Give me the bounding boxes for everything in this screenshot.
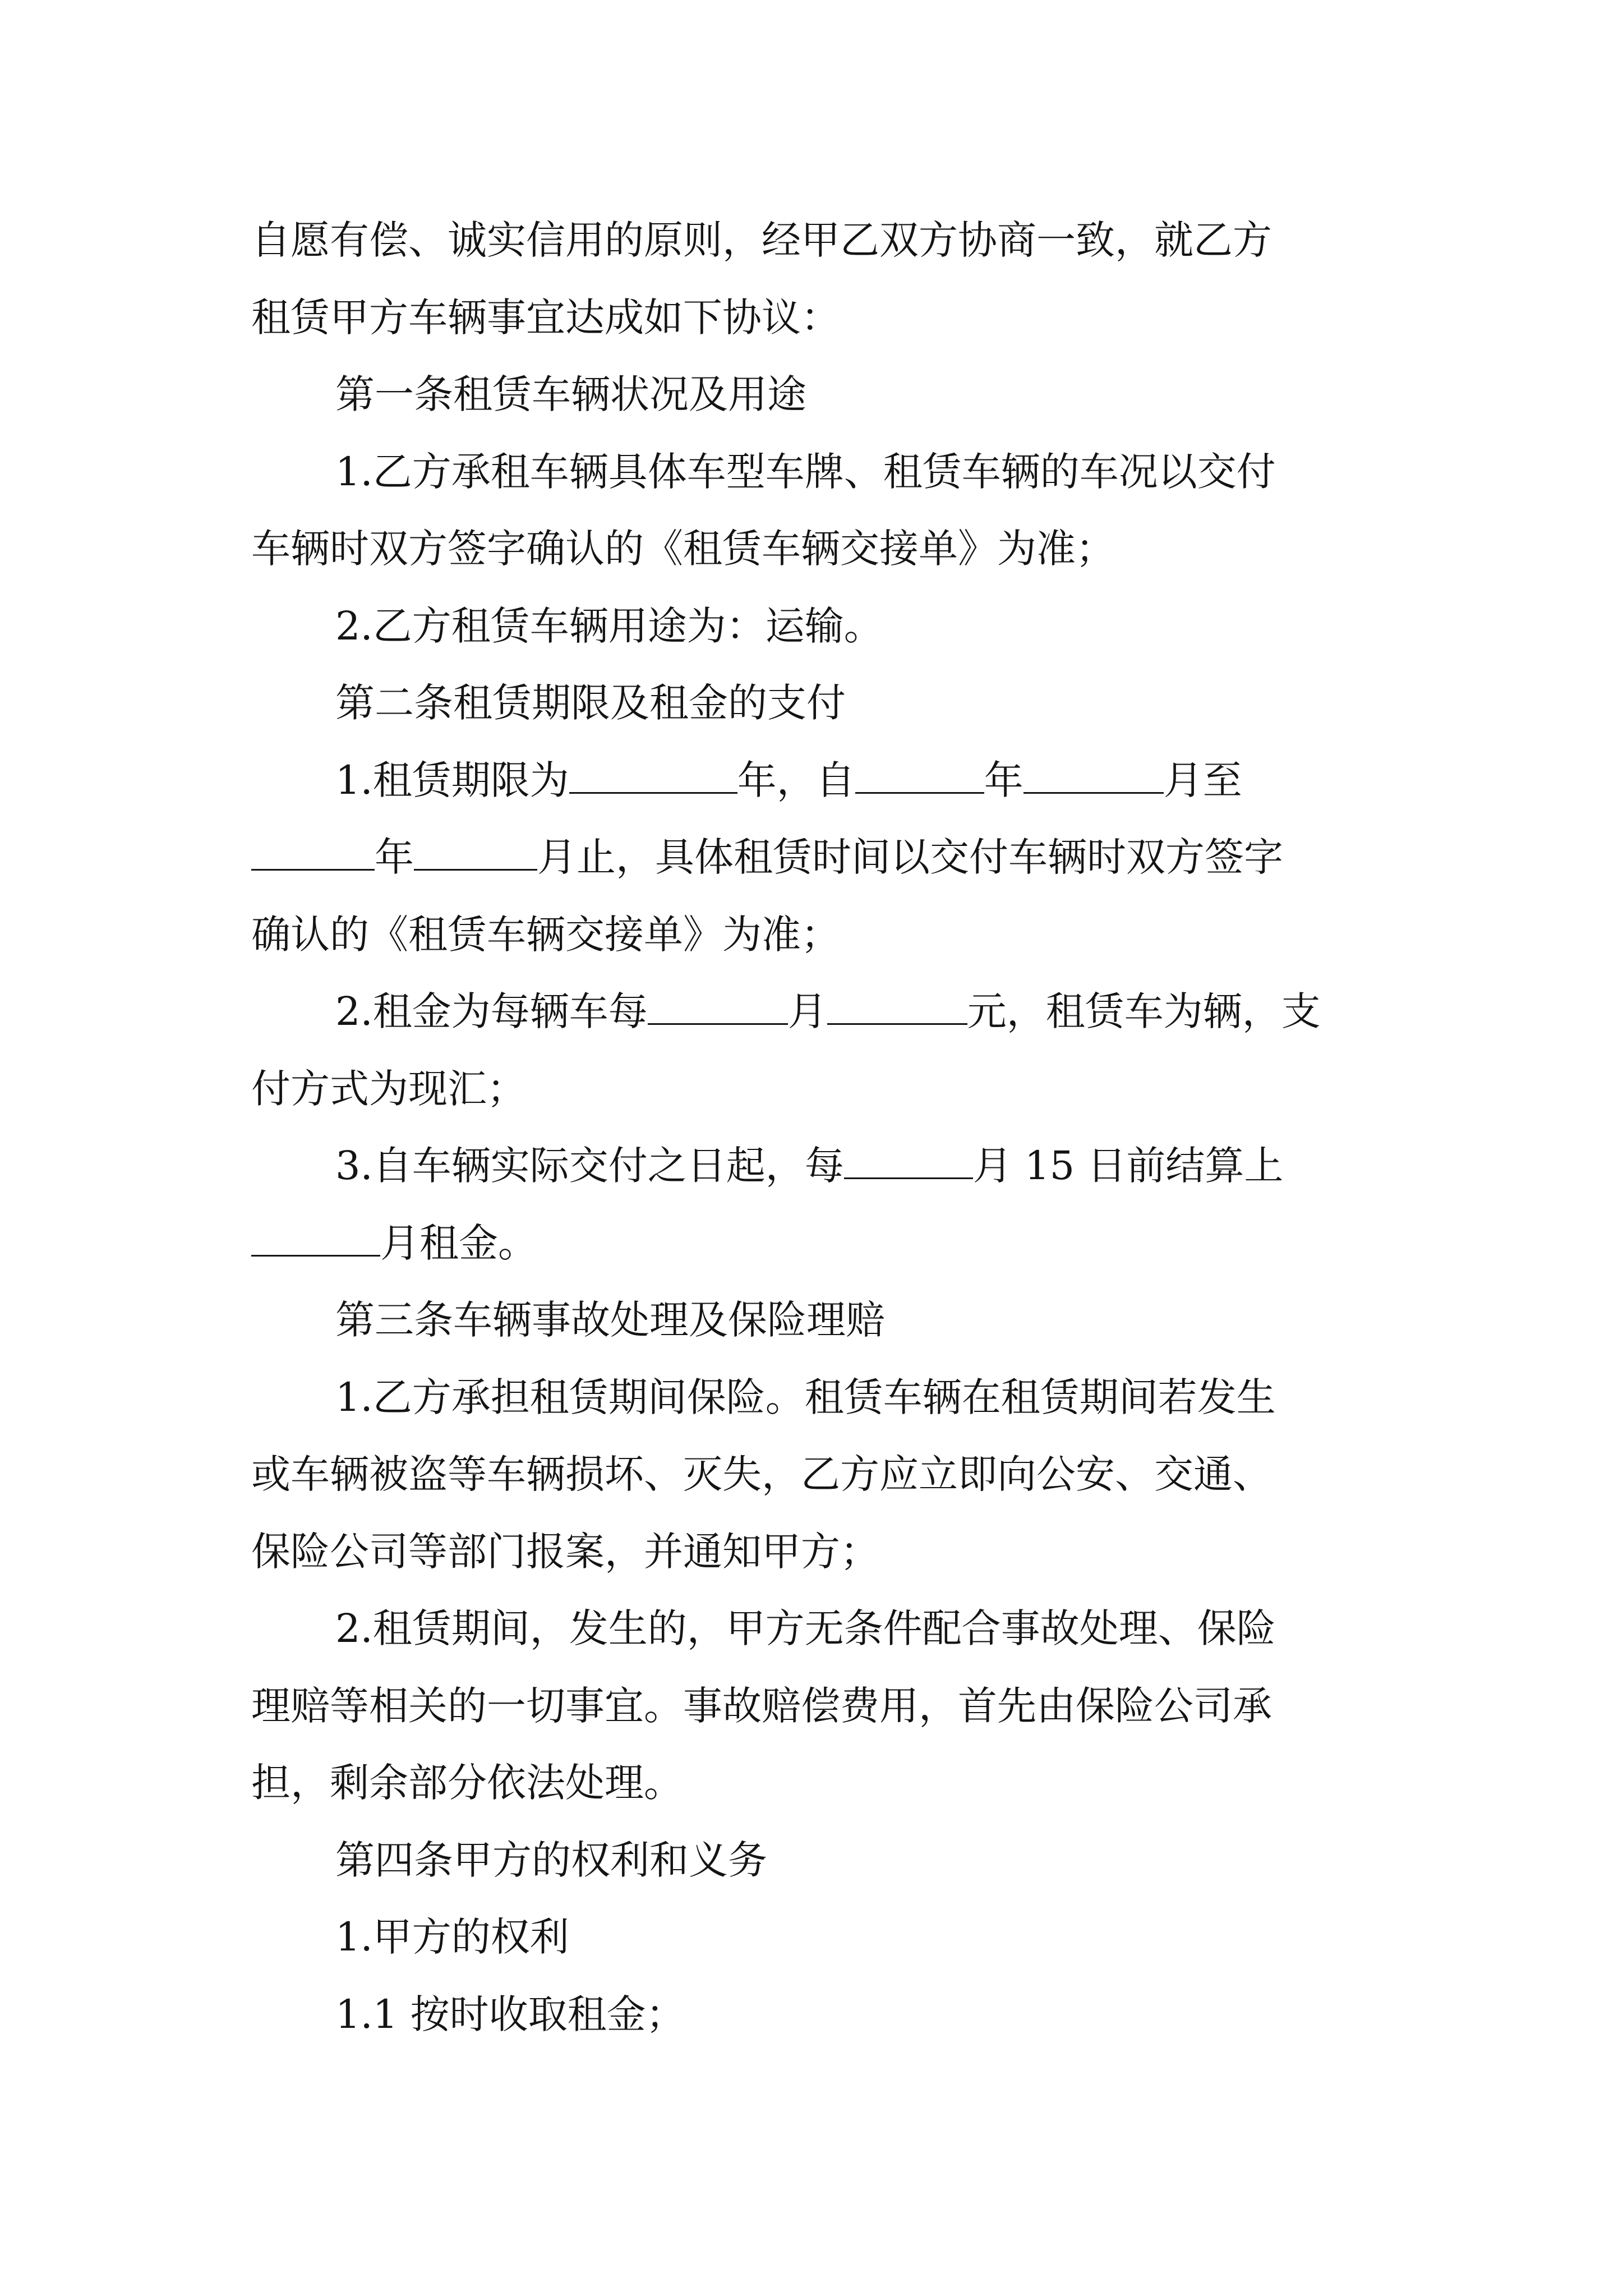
- fill-in-blank: [1023, 758, 1164, 794]
- text-line: 自愿有偿、诚实信用的原则，经甲乙双方协商一致，就乙方: [251, 217, 1272, 263]
- fill-in-blank: [827, 990, 967, 1025]
- text-line: [251, 819, 1401, 896]
- text-segment: 月止，具体租赁时间以交付车辆时双方签字: [537, 834, 1283, 880]
- fill-in-blank: [844, 1144, 973, 1179]
- text-line: 担，剩余部分依法处理。: [251, 1760, 683, 1806]
- text-segment: 年: [375, 834, 414, 880]
- clause-line: [251, 1128, 1401, 1205]
- text-segment: 年，自: [737, 757, 855, 803]
- text-line: 保险公司等部门报案，并通知甲方；: [251, 1528, 879, 1575]
- document-body: [251, 202, 1401, 2053]
- text-line: 理赔等相关的一切事宜。事故赔偿费用，首先由保险公司承: [251, 1682, 1272, 1729]
- text-segment: 月 15 日前结算上: [972, 1143, 1284, 1189]
- text-line: [251, 1205, 1401, 1282]
- clause-line: 1.乙方承租车辆具体车型车牌、租赁车辆的车况以交付: [335, 448, 1276, 495]
- clause-line: [251, 973, 1401, 1051]
- text-line: 车辆时双方签字确认的《租赁车辆交接单》为准；: [251, 526, 1115, 572]
- clause-line: 2.乙方租赁车辆用途为：运输。: [335, 602, 883, 649]
- text-line: 确认的《租赁车辆交接单》为准；: [251, 911, 840, 958]
- article-heading: 第三条车辆事故处理及保险理赔: [335, 1297, 885, 1343]
- text-segment: 3.自车辆实际交付之日起，每: [335, 1143, 844, 1189]
- text-segment: 月至: [1163, 757, 1242, 803]
- text-line: 付方式为现汇；: [251, 1065, 526, 1112]
- text-segment: 2.租金为每辆车每: [335, 988, 648, 1034]
- text-line: 租赁甲方车辆事宜达成如下协议：: [251, 294, 840, 341]
- text-segment: 年: [984, 757, 1023, 803]
- clause-line: 1.甲方的权利: [335, 1914, 569, 1960]
- article-heading: 第四条甲方的权利和义务: [335, 1837, 767, 1883]
- fill-in-blank: [251, 835, 375, 871]
- clause-line: 1.1 按时收取租金；: [335, 1991, 685, 2037]
- fill-in-blank: [855, 758, 984, 794]
- clause-line: 1.乙方承担租赁期间保险。租赁车辆在租赁期间若发生: [335, 1374, 1276, 1420]
- text-segment: 元，租赁车为辆，支: [967, 988, 1321, 1034]
- article-heading: 第一条租赁车辆状况及用途: [335, 371, 806, 417]
- fill-in-blank: [569, 758, 737, 794]
- text-segment: 月租金。: [380, 1220, 537, 1266]
- article-heading: 第二条租赁期限及租金的支付: [335, 680, 846, 726]
- fill-in-blank: [251, 1221, 380, 1257]
- clause-line: 2.租赁期间，发生的，甲方无条件配合事故处理、保险: [335, 1605, 1276, 1651]
- clause-line: [251, 742, 1401, 820]
- fill-in-blank: [414, 835, 537, 871]
- text-segment: 1.租赁期限为: [335, 757, 569, 803]
- fill-in-blank: [648, 990, 788, 1025]
- text-line: 或车辆被盗等车辆损坏、灭失，乙方应立即向公安、交通、: [251, 1451, 1272, 1497]
- text-segment: 月: [787, 988, 827, 1034]
